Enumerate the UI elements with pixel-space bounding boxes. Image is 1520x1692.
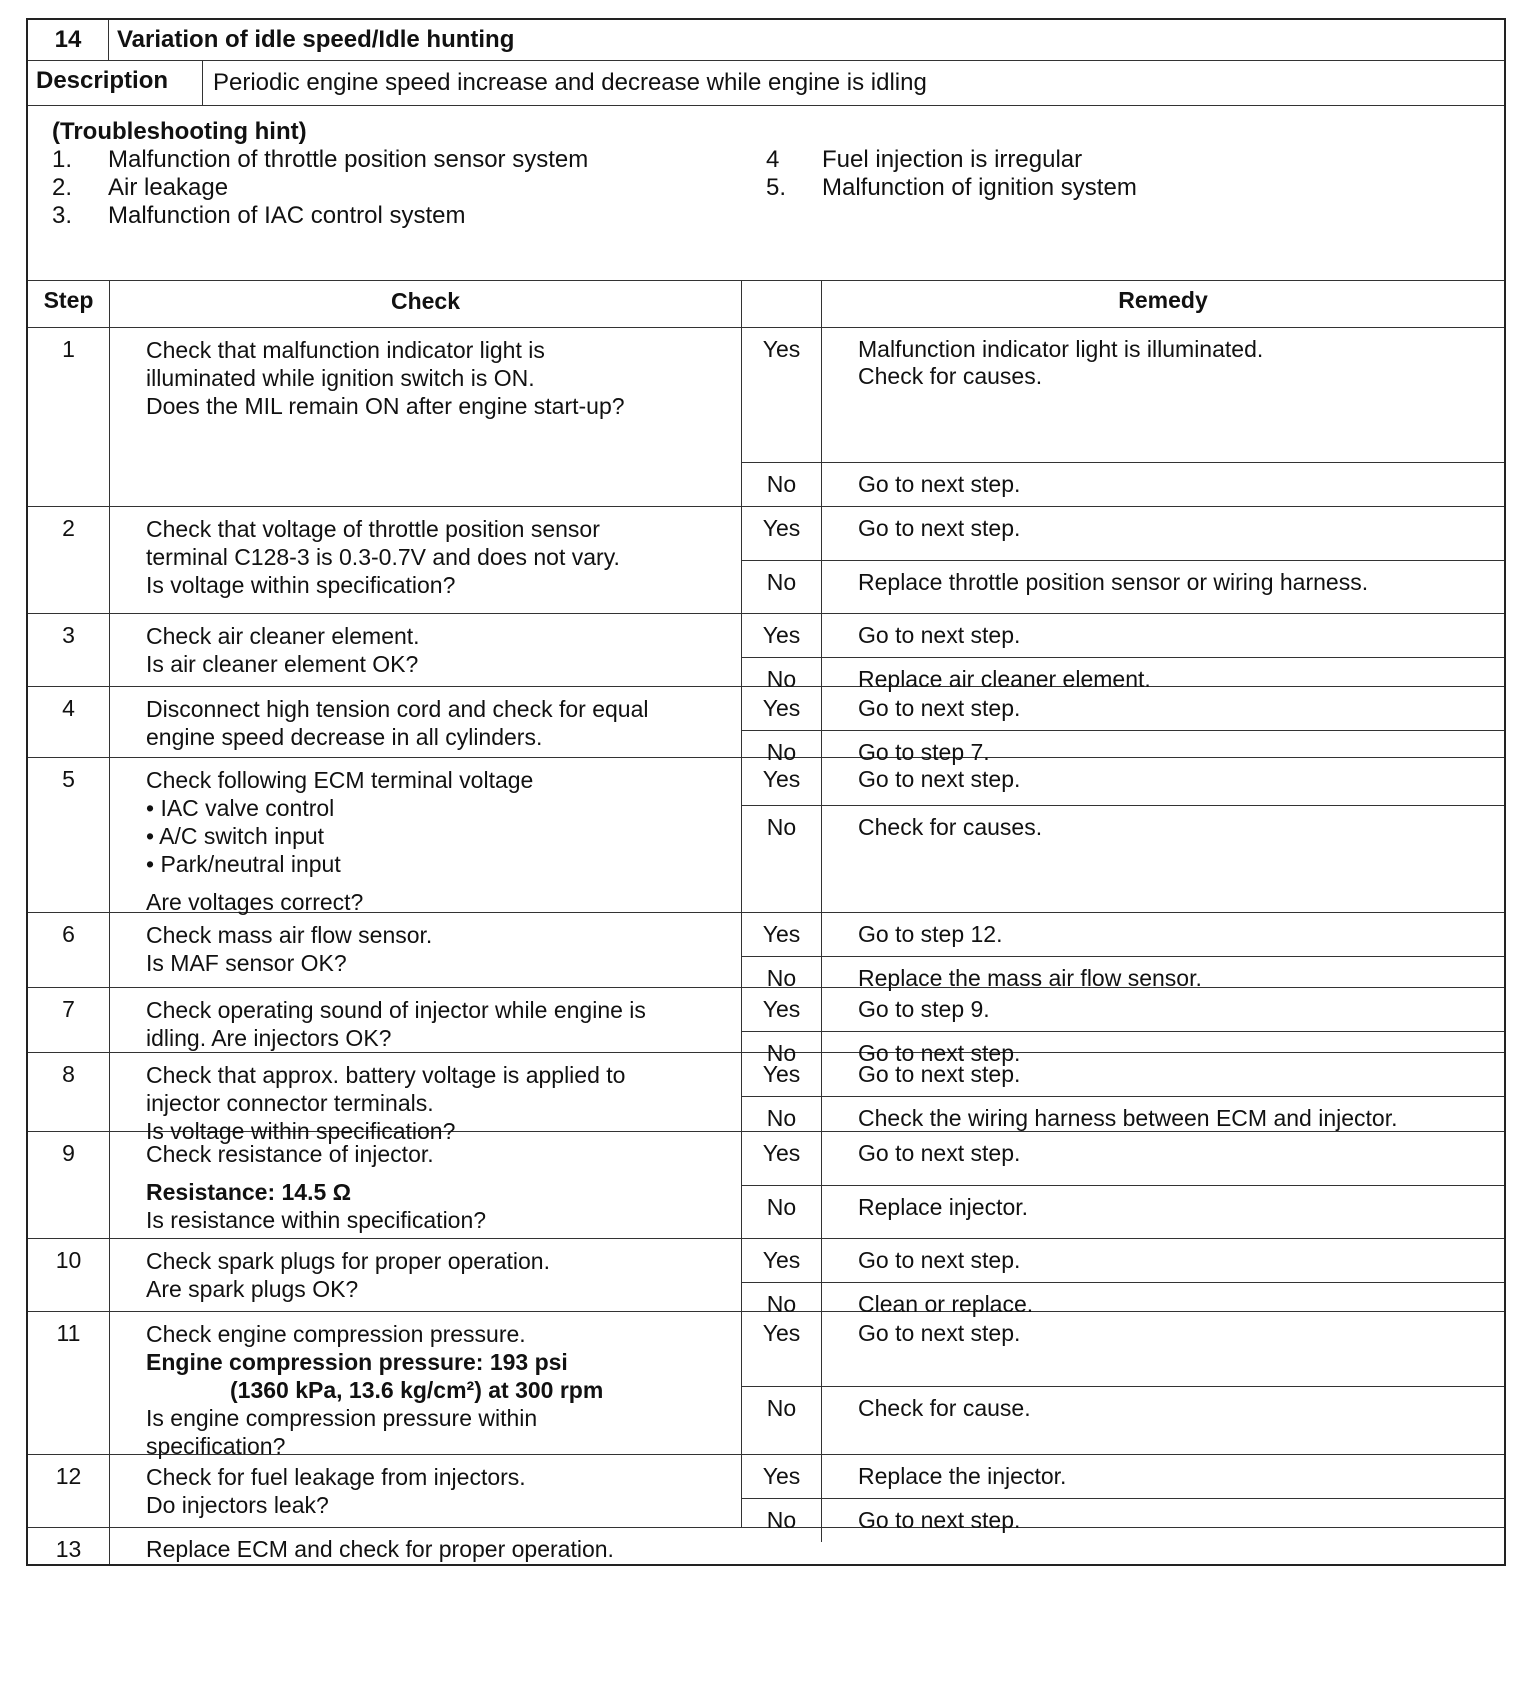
outcome-yes (742, 1132, 1504, 1186)
outcome-group (742, 614, 1504, 692)
remedy-cell (822, 614, 1504, 657)
check-line: • Park/neutral input (146, 851, 341, 877)
step-number: 13 (28, 1528, 110, 1564)
check-line: Do injectors leak? (146, 1492, 329, 1518)
hint-text: Malfunction of ignition system (822, 174, 1137, 201)
check-cell (110, 1455, 742, 1527)
check-cell (110, 988, 742, 1052)
check-line: Does the MIL remain ON after engine start-up? (146, 393, 625, 419)
remedy-cell (822, 687, 1504, 730)
table-row (28, 1528, 1504, 1564)
check-cell (110, 1132, 742, 1238)
outcome-yes (742, 913, 1504, 957)
spec-value: Engine compression pressure: 193 psi (146, 1349, 568, 1375)
step-number: 7 (28, 988, 110, 1052)
check-line: Disconnect high tension cord and check for equal (146, 696, 649, 722)
remedy-cell (822, 1387, 1504, 1454)
hint-text: Malfunction of IAC control system (108, 202, 466, 229)
outcome-no (742, 806, 1504, 912)
step-final-action: Replace ECM and check for proper operation. (146, 1536, 614, 1562)
remedy-line: Go to next step. (858, 1320, 1021, 1346)
check-line: Check engine compression pressure. (146, 1321, 526, 1347)
no-label: No (742, 806, 822, 912)
remedy-line: Replace the injector. (858, 1463, 1067, 1489)
header-yes-no (742, 281, 822, 327)
check-cell (110, 1053, 742, 1144)
hint-number: 3. (52, 202, 73, 229)
outcome-group (742, 913, 1504, 991)
outcome-group (742, 1455, 1504, 1533)
remedy-cell (822, 758, 1504, 805)
table-row (28, 1455, 1504, 1533)
remedy-line: Go to next step. (858, 471, 1021, 497)
remedy-cell (822, 988, 1504, 1031)
yes-label: Yes (742, 687, 822, 730)
table-header-row (28, 281, 1504, 328)
remedy-line: Go to next step. (858, 622, 1021, 648)
outcome-yes (742, 988, 1504, 1032)
check-line: engine speed decrease in all cylinders. (146, 724, 543, 750)
remedy-cell (822, 328, 1504, 462)
remedy-line: Go to step 9. (858, 996, 990, 1022)
check-cell (110, 687, 742, 757)
outcome-no (742, 1387, 1504, 1454)
remedy-line: Go to next step. (858, 695, 1021, 721)
outcome-no (742, 1186, 1504, 1239)
steps-body (28, 328, 1504, 1564)
spec-value-detail: (1360 kPa, 13.6 kg/cm²) at 300 rpm (230, 1377, 604, 1403)
check-cell (110, 1312, 742, 1459)
outcome-no (742, 463, 1504, 506)
remedy-cell (822, 1239, 1504, 1282)
remedy-line: Malfunction indicator light is illuminated. (858, 336, 1264, 362)
hint-item (766, 146, 1480, 174)
check-line: terminal C128-3 is 0.3-0.7V and does not vary. (146, 544, 620, 570)
remedy-line: Go to next step. (858, 1140, 1021, 1166)
remedy-line: Go to next step. (858, 1507, 1021, 1533)
remedy-cell (822, 507, 1504, 560)
hint-number: 4 (766, 146, 780, 173)
step-number: 2 (28, 507, 110, 613)
section-number: 14 (28, 20, 109, 60)
yes-label: Yes (742, 328, 822, 462)
table-row (28, 1053, 1504, 1144)
hints-right-column (766, 146, 1480, 230)
yes-label: Yes (742, 507, 822, 560)
hint-item (52, 174, 766, 202)
yes-label: Yes (742, 1239, 822, 1282)
step-number: 12 (28, 1455, 110, 1527)
remedy-cell (822, 1053, 1504, 1096)
remedy-cell (822, 806, 1504, 912)
outcome-group (742, 988, 1504, 1066)
check-cell (110, 614, 742, 686)
remedy-cell (822, 913, 1504, 956)
table-row (28, 1132, 1504, 1239)
remedy-line: Check for cause. (858, 1394, 1031, 1421)
yes-label: Yes (742, 1312, 822, 1386)
check-line: Is air cleaner element OK? (146, 651, 419, 677)
check-line: Are spark plugs OK? (146, 1276, 359, 1302)
table-row (28, 328, 1504, 507)
check-line: Check mass air flow sensor. (146, 922, 433, 948)
check-line: Is engine compression pressure within (146, 1405, 538, 1431)
check-cell (110, 507, 742, 613)
check-cell (110, 913, 742, 987)
check-line: illuminated while ignition switch is ON. (146, 365, 535, 391)
yes-label: Yes (742, 758, 822, 805)
step-number: 3 (28, 614, 110, 686)
remedy-line: Check for causes. (858, 814, 1043, 841)
remedy-cell (822, 561, 1504, 614)
table-row (28, 1239, 1504, 1317)
outcome-group (742, 687, 1504, 765)
table-row (28, 758, 1504, 913)
remedy-line: Check for causes. (858, 363, 1043, 389)
remedy-line: Replace injector. (858, 1193, 1029, 1220)
no-label: No (742, 561, 822, 614)
check-line: Check following ECM terminal voltage (146, 767, 534, 793)
no-label: No (742, 731, 822, 774)
step-number: 4 (28, 687, 110, 757)
no-label: No (742, 1499, 822, 1542)
hint-text: Air leakage (108, 174, 229, 201)
outcome-group (742, 328, 1504, 506)
no-label: No (742, 658, 822, 701)
check-cell (110, 1239, 742, 1311)
no-label: No (742, 1032, 822, 1075)
table-row (28, 1312, 1504, 1459)
remedy-line: Go to next step. (858, 1040, 1021, 1066)
hint-number: 5. (766, 174, 787, 201)
header-remedy: Remedy (1118, 287, 1208, 313)
header-check: Check (110, 281, 742, 327)
outcome-yes (742, 1053, 1504, 1097)
outcome-yes (742, 328, 1504, 463)
remedy-line: Replace throttle position sensor or wiring harness. (858, 568, 1369, 595)
step-number: 10 (28, 1239, 110, 1311)
section-title: Variation of idle speed/Idle hunting (117, 26, 515, 53)
remedy-cell (822, 1132, 1504, 1185)
hint-text: Malfunction of throttle position sensor system (108, 146, 589, 173)
yes-label: Yes (742, 988, 822, 1031)
check-line: Check that approx. battery voltage is applied to (146, 1062, 626, 1088)
check-line: • IAC valve control (146, 795, 335, 821)
remedy-cell (822, 463, 1504, 506)
yes-label: Yes (742, 913, 822, 956)
hint-item (52, 146, 766, 174)
outcome-yes (742, 1455, 1504, 1499)
no-label: No (742, 463, 822, 506)
header-row (28, 20, 1504, 61)
hints-left-column (52, 146, 766, 230)
yes-label: Yes (742, 1053, 822, 1096)
description-row (28, 61, 1504, 106)
check-line: Is voltage within specification? (146, 572, 456, 598)
remedy-cell (822, 1186, 1504, 1239)
description-text: Periodic engine speed increase and decrease while engine is idling (213, 69, 927, 96)
outcome-yes (742, 687, 1504, 731)
no-label: No (742, 1387, 822, 1454)
remedy-line: Replace air cleaner element. (858, 666, 1151, 692)
check-line: Is MAF sensor OK? (146, 950, 347, 976)
remedy-line: Go to next step. (858, 515, 1021, 541)
check-line: injector connector terminals. (146, 1090, 434, 1116)
remedy-line: Go to step 12. (858, 921, 1003, 947)
check-line: Is resistance within specification? (146, 1207, 487, 1233)
check-cell (110, 758, 742, 915)
remedy-line: Replace the mass air flow sensor. (858, 965, 1202, 991)
yes-label: Yes (742, 1455, 822, 1498)
no-label: No (742, 1097, 822, 1140)
hint-number: 2. (52, 174, 73, 201)
step-number: 1 (28, 328, 110, 506)
outcome-group (742, 758, 1504, 912)
check-cell (110, 328, 742, 506)
table-row (28, 988, 1504, 1066)
step-number: 9 (28, 1132, 110, 1238)
check-line: idling. Are injectors OK? (146, 1025, 392, 1051)
troubleshooting-sheet (26, 18, 1506, 1566)
table-row (28, 913, 1504, 991)
spacer (146, 1168, 729, 1178)
check-line: Check that voltage of throttle position sensor (146, 516, 600, 542)
description-label: Description (28, 61, 203, 105)
step-number: 6 (28, 913, 110, 987)
check-line: Check operating sound of injector while engine is (146, 997, 646, 1023)
remedy-line: Clean or replace. (858, 1291, 1034, 1317)
remedy-line: Go to next step. (858, 1061, 1021, 1087)
check-line: Check spark plugs for proper operation. (146, 1248, 550, 1274)
remedy-line: Go to next step. (858, 766, 1021, 792)
no-label: No (742, 1186, 822, 1239)
table-row (28, 614, 1504, 692)
no-label: No (742, 957, 822, 1000)
remedy-line: Check the wiring harness between ECM and injector. (858, 1105, 1398, 1131)
remedy-cell (822, 1312, 1504, 1386)
spec-value: Resistance: 14.5 Ω (146, 1179, 352, 1205)
outcome-yes (742, 1239, 1504, 1283)
outcome-no (742, 561, 1504, 614)
hint-text: Fuel injection is irregular (822, 146, 1083, 173)
outcome-yes (742, 507, 1504, 561)
check-line: • A/C switch input (146, 823, 325, 849)
step-number: 8 (28, 1053, 110, 1131)
outcome-group (742, 507, 1504, 613)
hint-item (766, 174, 1480, 202)
hint-item (52, 202, 766, 230)
outcome-group (742, 1053, 1504, 1131)
hints-title: (Troubleshooting hint) (52, 118, 307, 145)
remedy-cell (822, 1455, 1504, 1498)
no-label: No (742, 1283, 822, 1326)
table-row (28, 687, 1504, 765)
step-number: 11 (28, 1312, 110, 1454)
step-number: 5 (28, 758, 110, 912)
check-line: Check resistance of injector. (146, 1141, 434, 1167)
check-line: Are voltages correct? (146, 889, 364, 915)
yes-label: Yes (742, 614, 822, 657)
outcome-group (742, 1312, 1504, 1454)
troubleshooting-hints (28, 106, 1504, 281)
remedy-line: Go to next step. (858, 1247, 1021, 1273)
outcome-yes (742, 1312, 1504, 1387)
remedy-line: Go to step 7. (858, 739, 990, 765)
check-line: Check that malfunction indicator light is (146, 337, 545, 363)
check-line: Is voltage within specification? (146, 1118, 456, 1144)
outcome-yes (742, 758, 1504, 806)
header-step: Step (28, 281, 110, 327)
yes-label: Yes (742, 1132, 822, 1185)
outcome-group (742, 1132, 1504, 1238)
check-line: specification? (146, 1433, 286, 1459)
outcome-group (742, 1239, 1504, 1317)
outcome-yes (742, 614, 1504, 658)
table-row (28, 507, 1504, 614)
hint-number: 1. (52, 146, 73, 173)
check-line: Check air cleaner element. (146, 623, 420, 649)
check-line: Check for fuel leakage from injectors. (146, 1464, 526, 1490)
